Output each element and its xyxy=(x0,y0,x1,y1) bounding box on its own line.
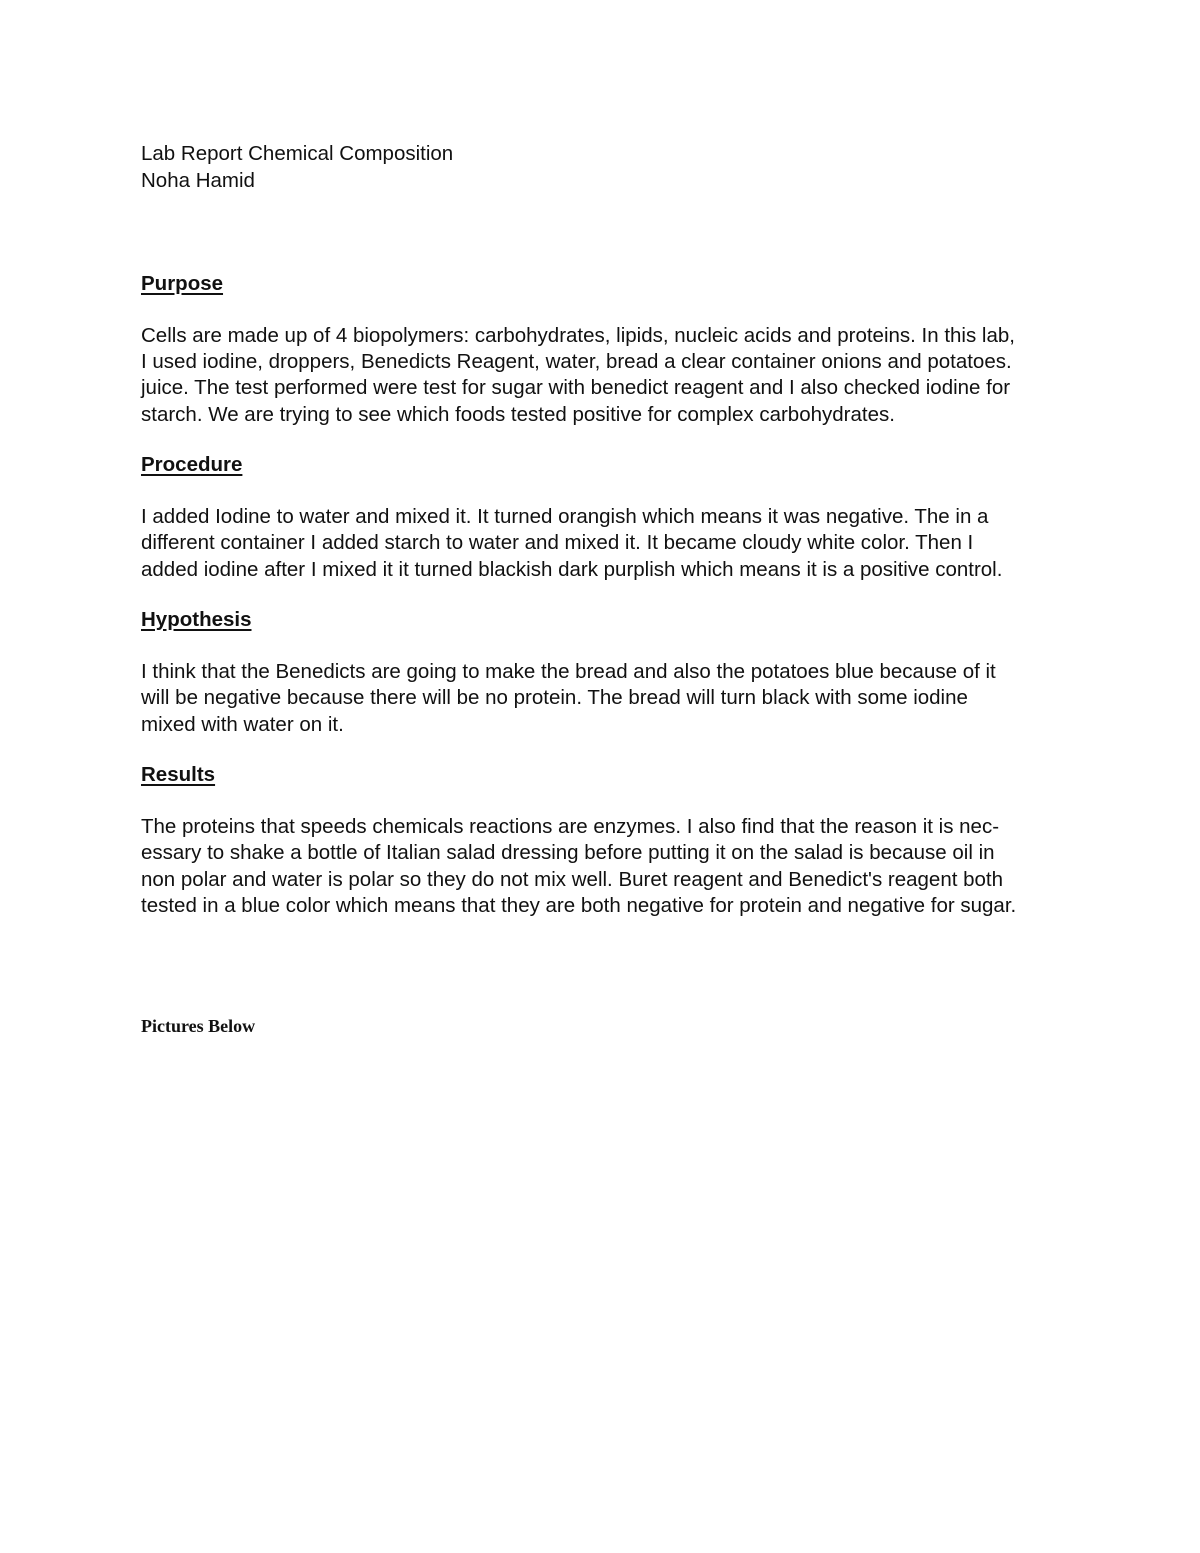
results-heading: Results xyxy=(141,763,216,786)
document-title: Lab Report Chemical Composition xyxy=(141,142,454,165)
purpose-line-4: starch. We are trying to see which foods tested positive for complex carbohydrates. xyxy=(141,403,895,426)
hypothesis-line-1: I think that the Benedicts are going to make the bread and also the potatoes blue because of it xyxy=(141,660,996,683)
procedure-line-2: different container I added starch to water and mixed it. It became cloudy white color. Then I xyxy=(141,531,974,554)
results-line-4: tested in a blue color which means that they are both negative for protein and negative for sugar. xyxy=(141,894,1017,917)
hypothesis-line-3: mixed with water on it. xyxy=(141,713,344,736)
purpose-line-2: I used iodine, droppers, Benedicts Reagent, water, bread a clear container onions and potatoes. xyxy=(141,350,1012,373)
purpose-heading: Purpose xyxy=(141,272,224,295)
hypothesis-heading: Hypothesis xyxy=(141,608,252,631)
procedure-heading: Procedure xyxy=(141,453,243,476)
pictures-below-note: Pictures Below xyxy=(141,1016,256,1036)
purpose-line-3: juice. The test performed were test for sugar with benedict reagent and I also checked iodine for xyxy=(141,376,1011,399)
procedure-line-1: I added Iodine to water and mixed it. It turned orangish which means it was negative. The in a xyxy=(141,505,989,528)
purpose-line-1: Cells are made up of 4 biopolymers: carbohydrates, lipids, nucleic acids and proteins. In this lab, xyxy=(141,324,1015,347)
results-line-3: non polar and water is polar so they do not mix well. Buret reagent and Benedict's reagent both xyxy=(141,868,1004,891)
results-line-1: The proteins that speeds chemicals reactions are enzymes. I also find that the reason it is nec- xyxy=(141,815,1000,838)
hypothesis-line-2: will be negative because there will be no protein. The bread will turn black with some iodine xyxy=(141,686,968,709)
author-name: Noha Hamid xyxy=(141,169,255,192)
procedure-line-3: added iodine after I mixed it it turned blackish dark purplish which means it is a positive control. xyxy=(141,558,1003,581)
results-line-2: essary to shake a bottle of Italian salad dressing before putting it on the salad is because oil in xyxy=(141,841,995,864)
